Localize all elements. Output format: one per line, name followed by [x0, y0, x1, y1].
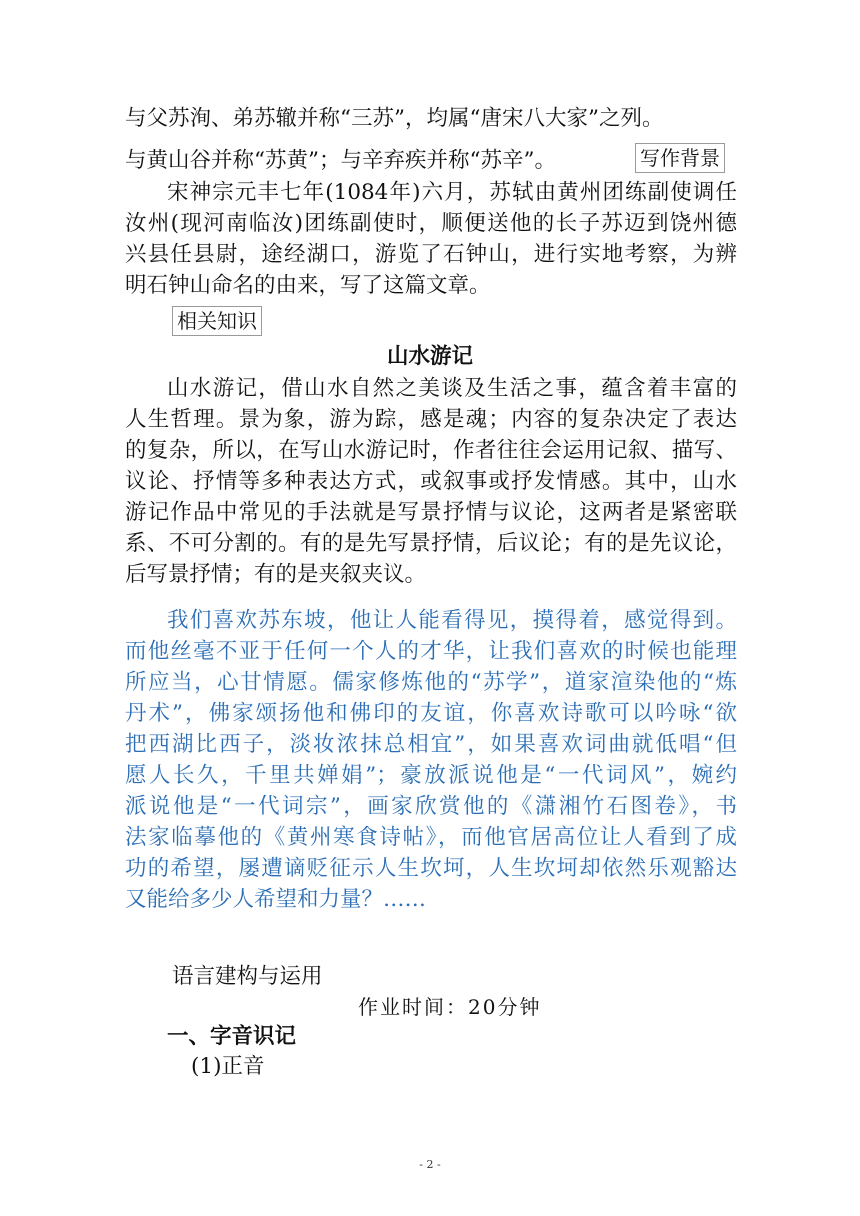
sub-title: (1)正音 [191, 1054, 265, 1079]
homework-time: 作业时间：20分钟 [358, 995, 542, 1019]
knowledge-line-6: 系、不可分割的。有的是先写景抒情，后议论；有的是先议论， [125, 531, 737, 556]
blue-line-6: 愿人长久，千里共婵娟”；豪放派说他是“一代词风”，婉约 [125, 763, 737, 788]
background-line-2: 汝州(现河南临汝)团练副使时，顺便送他的长子苏迈到饶州德 [125, 211, 737, 236]
knowledge-line-7: 后写景抒情；有的是夹叙夹议。 [125, 562, 427, 587]
section-title: 语言建构与运用 [172, 964, 323, 989]
blue-line-1: 我们喜欢苏东坡，他让人能看得见，摸得着，感觉得到。 [167, 608, 737, 633]
blue-line-3: 所应当，心甘情愿。儒家修炼他的“苏学”，道家渲染他的“炼 [125, 670, 737, 695]
knowledge-title: 山水游记 [386, 344, 473, 369]
blue-line-10: 又能给多少人希望和力量？…… [125, 887, 427, 912]
background-box-label: 写作背景 [635, 143, 725, 173]
part-title: 一、字音识记 [167, 1024, 297, 1049]
blue-line-7: 派说他是“一代词宗”，画家欣赏他的《潇湘竹石图卷》，书 [125, 794, 737, 819]
page-number: - 2 - [419, 1158, 441, 1171]
knowledge-box-label: 相关知识 [172, 306, 262, 336]
background-line-4: 明石钟山命名的由来，写了这篇文章。 [125, 273, 491, 298]
knowledge-line-2: 人生哲理。景为象，游为踪，感是魂；内容的复杂决定了表达 [125, 407, 737, 432]
knowledge-line-5: 游记作品中常见的手法就是写景抒情与议论，这两者是紧密联 [125, 500, 737, 525]
background-line-3: 兴县任县尉，途经湖口，游览了石钟山，进行实地考察，为辨 [125, 242, 737, 267]
intro-line-1: 与父苏洵、弟苏辙并称“三苏”，均属“唐宋八大家”之列。 [125, 106, 664, 131]
background-line-1: 宋神宗元丰七年(1084年)六月，苏轼由黄州团练副使调任 [167, 180, 737, 205]
knowledge-line-1: 山水游记，借山水自然之美谈及生活之事，蕴含着丰富的 [167, 376, 737, 401]
blue-line-8: 法家临摹他的《黄州寒食诗帖》，而他官居高位让人看到了成 [125, 825, 737, 850]
blue-line-2: 而他丝毫不亚于任何一个人的才华，让我们喜欢的时候也能理 [125, 639, 737, 664]
knowledge-line-3: 的复杂，所以，在写山水游记时，作者往往会运用记叙、描写、 [125, 438, 737, 463]
intro-line-2: 与黄山谷并称“苏黄”；与辛弃疾并称“苏辛”。 [125, 148, 556, 173]
blue-line-9: 功的希望，屡遭谪贬征示人生坎坷，人生坎坷却依然乐观豁达 [125, 856, 737, 881]
blue-line-5: 把西湖比西子，淡妆浓抹总相宜”，如果喜欢词曲就低唱“但 [125, 732, 737, 757]
blue-line-4: 丹术”，佛家颂扬他和佛印的友谊，你喜欢诗歌可以吟咏“欲 [125, 701, 737, 726]
knowledge-line-4: 议论、抒情等多种表达方式，或叙事或抒发情感。其中，山水 [125, 469, 737, 494]
